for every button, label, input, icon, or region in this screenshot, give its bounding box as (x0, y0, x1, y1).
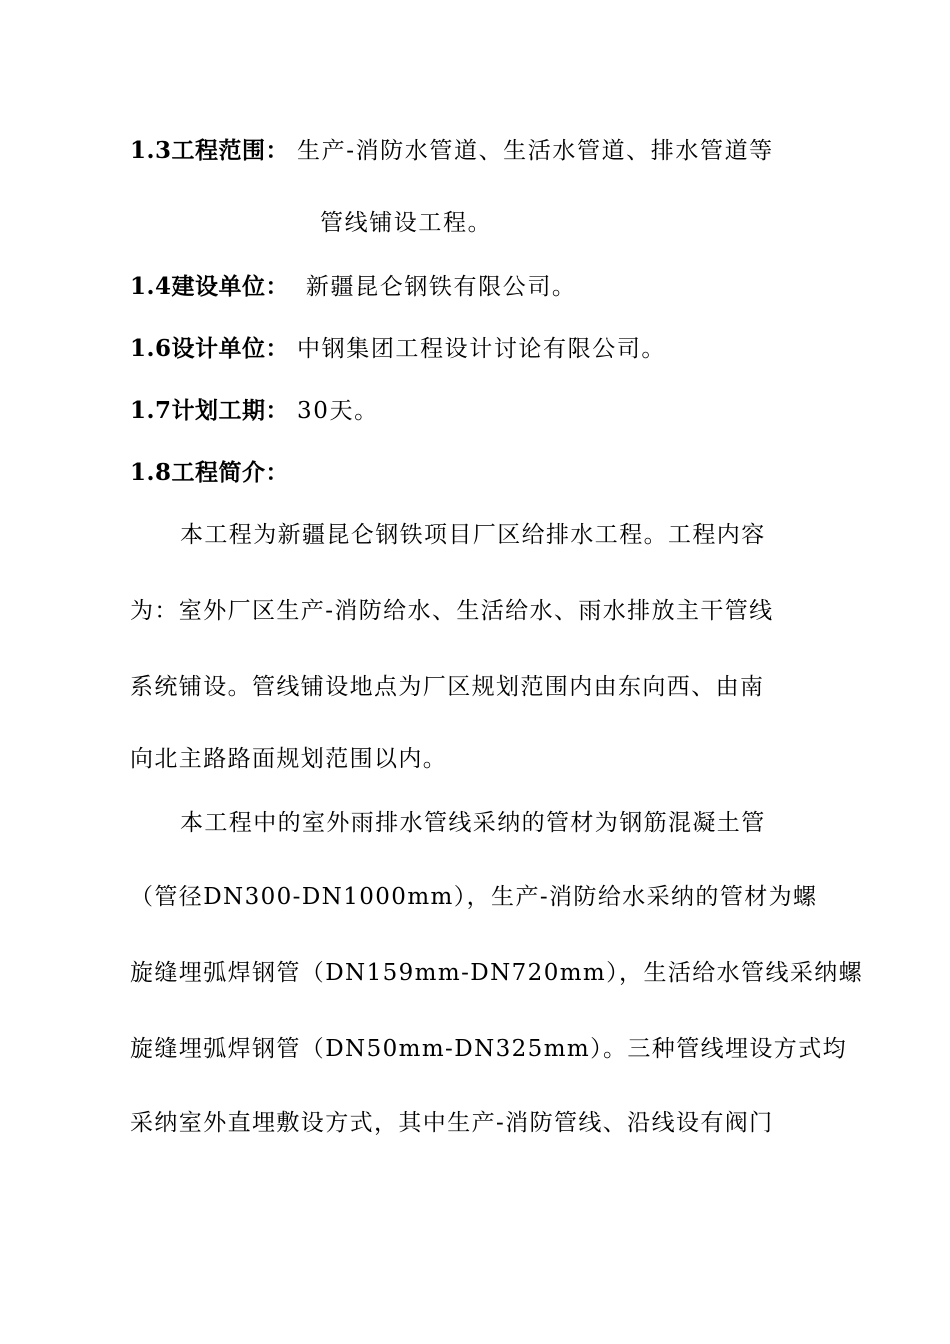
section-value: 新疆昆仑钢铁有限公司。 (297, 274, 577, 300)
paragraph-2-line-5: 采纳室外直埋敷设方式，其中生产-消防管线、沿线设有阀门 (130, 1110, 774, 1136)
section-1-4 (130, 272, 577, 302)
section-1-7 (130, 396, 379, 426)
section-1-3-continuation: 管线铺设工程。 (320, 210, 493, 236)
section-label: 1.3工程范围： (130, 137, 290, 164)
section-value: 中钢集团工程设计讨论有限公司。 (297, 336, 667, 362)
paragraph-1-line-2: 为：室外厂区生产-消防给水、生活给水、雨水排放主干管线 (130, 598, 774, 624)
paragraph-2-line-1: 本工程中的室外雨排水管线采纳的管材为钢筋混凝土管 (180, 810, 766, 836)
section-label: 1.8工程简介： (130, 459, 290, 486)
section-label: 1.7计划工期： (130, 397, 290, 424)
paragraph-2-line-2: （管径DN300-DN1000mm），生产-消防给水采纳的管材为螺 (130, 884, 818, 910)
paragraph-1-line-1: 本工程为新疆昆仑钢铁项目厂区给排水工程。工程内容 (180, 522, 766, 548)
section-label: 1.6设计单位： (130, 335, 290, 362)
paragraph-1-line-4: 向北主路路面规划范围以内。 (130, 746, 448, 772)
paragraph-2-line-4: 旋缝埋弧焊钢管（DN50mm-DN325mm）。三种管线埋设方式均 (130, 1036, 848, 1062)
section-1-8 (130, 458, 297, 488)
section-1-3 (130, 136, 774, 166)
paragraph-2-line-3: 旋缝埋弧焊钢管（DN159mm-DN720mm），生活给水管线采纳螺 (130, 960, 864, 986)
section-value: 生产-消防水管道、生活水管道、排水管道等 (297, 138, 774, 164)
paragraph-1-line-3: 系统铺设。管线铺设地点为厂区规划范围内由东向西、由南 (130, 674, 765, 700)
section-1-6 (130, 334, 666, 364)
section-value: 30天。 (297, 398, 379, 424)
section-label: 1.4建设单位： (130, 273, 290, 300)
